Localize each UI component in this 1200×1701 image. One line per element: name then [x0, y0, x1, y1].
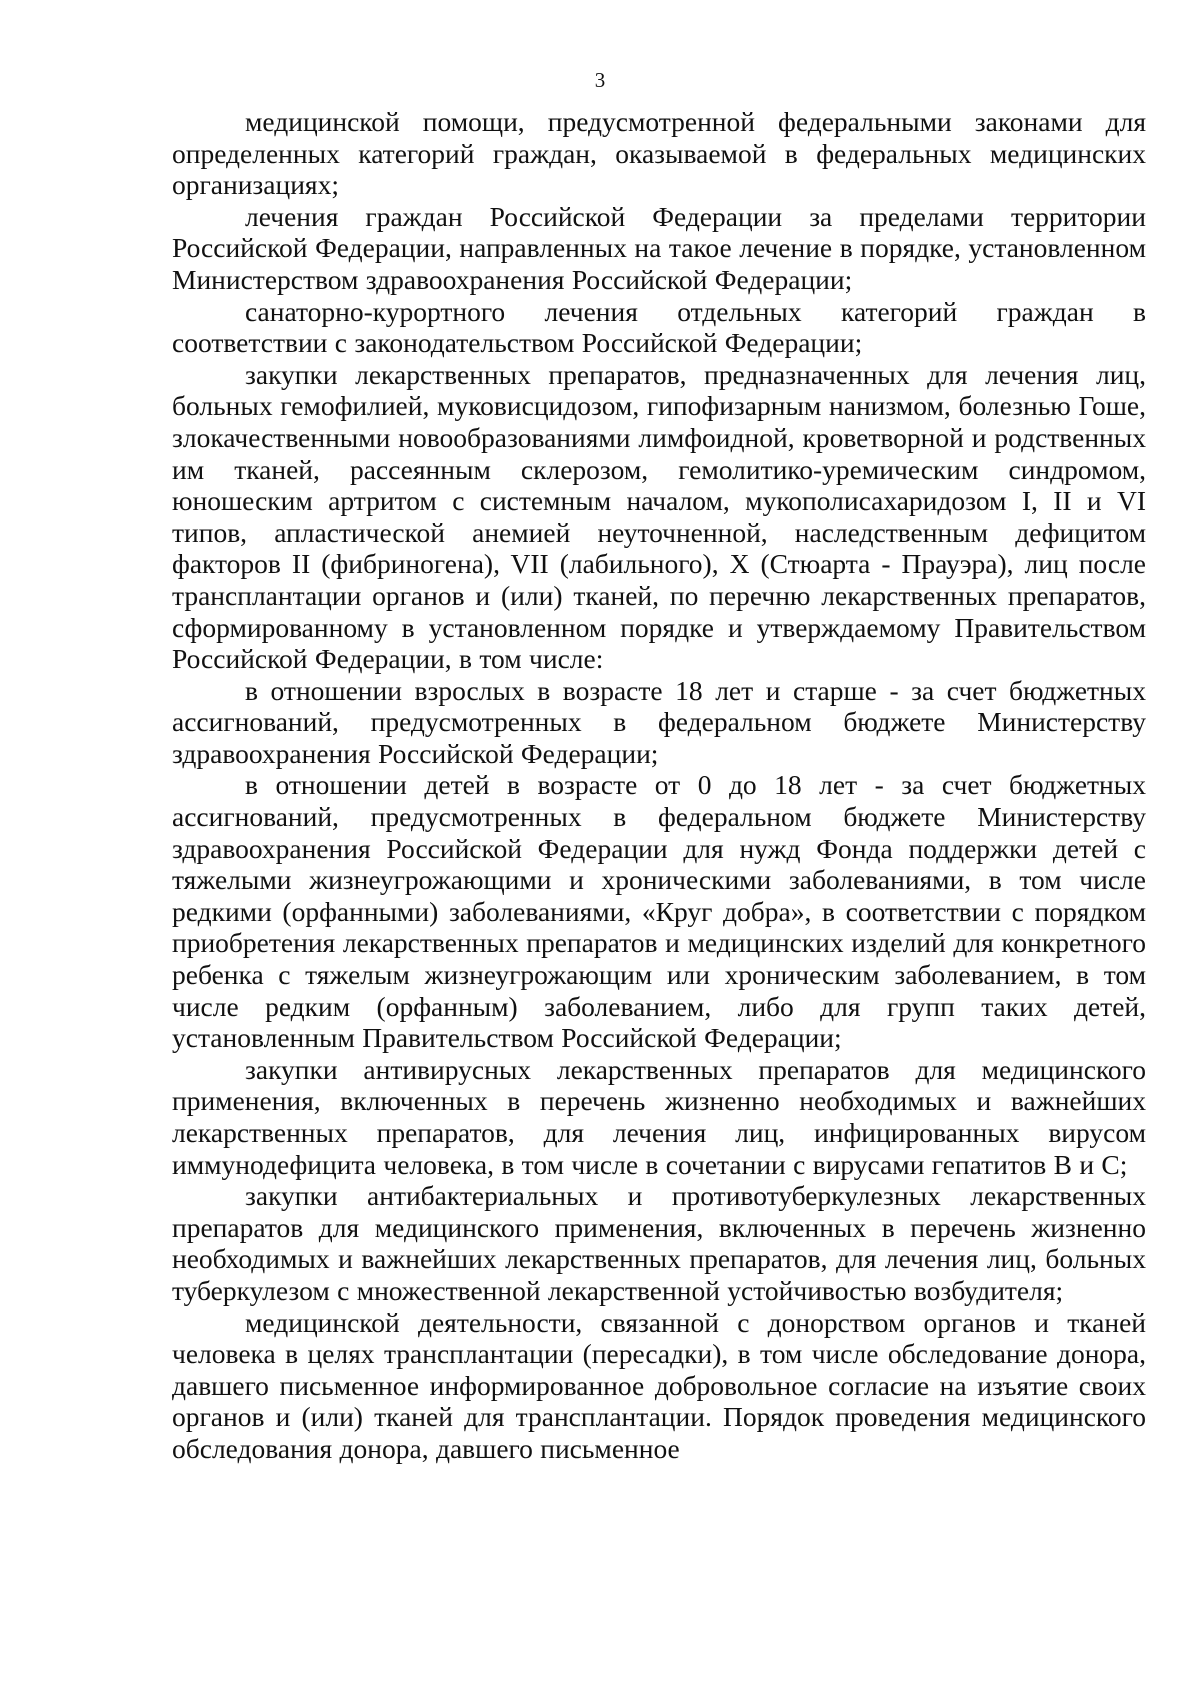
paragraph: закупки антивирусных лекарственных препаратов для медицинского применения, включенных в перечень жизненно необходимых и важнейших лекарственных препаратов, для лечения лиц, инфицированных вирусом иммунодефицита человека, в том числе в сочетании с вирусами гепатитов B и C;: [172, 1053, 1146, 1180]
paragraph: лечения граждан Российской Федерации за пределами территории Российской Федерации, направленных на такое лечение в порядке, установленном Министерством здравоохранения Российской Федерации;: [172, 200, 1146, 295]
paragraph: в отношении детей в возрасте от 0 до 18 лет - за счет бюджетных ассигнований, предусмотренных в федеральном бюджете Министерству здравоохранения Российской Федерации для нужд Фонда поддержки детей с тяжелыми жизнеугрожающими и хроническими заболеваниями, в том числе редкими (орфанными) заболеваниями, «Круг добра», в соответствии с порядком приобретения лекарственных препаратов и медицинских изделий для конкретного ребенка с тяжелым жизнеугрожающим или хроническим заболеванием, в том числе редким (орфанным) заболеванием, либо для групп таких детей, установленным Правительством Российской Федерации;: [172, 769, 1146, 1054]
paragraph: в отношении взрослых в возрасте 18 лет и старше - за счет бюджетных ассигнований, предусмотренных в федеральном бюджете Министерству здравоохранения Российской Федерации;: [172, 674, 1146, 769]
paragraph: закупки лекарственных препаратов, предназначенных для лечения лиц, больных гемофилией, муковисцидозом, гипофизарным нанизмом, болезнью Гоше, злокачественными новообразованиями лимфоидной, кроветворной и родственных им тканей, рассеянным склерозом, гемолитико-уремическим синдромом, юношеским артритом с системным началом, мукополисахаридозом I, II и VI типов, апластической анемией неуточненной, наследственным дефицитом факторов II (фибриногена), VII (лабильного), X (Стюарта - Прауэра), лиц после трансплантации органов и (или) тканей, по перечню лекарственных препаратов, сформированному в установленном порядке и утверждаемому Правительством Российской Федерации, в том числе:: [172, 358, 1146, 675]
paragraph: закупки антибактериальных и противотуберкулезных лекарственных препаратов для медицинского применения, включенных в перечень жизненно необходимых и важнейших лекарственных препаратов, для лечения лиц, больных туберкулезом с множественной лекарственной устойчивостью возбудителя;: [172, 1180, 1146, 1306]
document-body: [172, 106, 1146, 1465]
paragraph: санаторно-курортного лечения отдельных категорий граждан в соответствии с законодательством Российской Федерации;: [172, 295, 1146, 359]
paragraph: медицинской помощи, предусмотренной федеральными законами для определенных категорий граждан, оказываемой в федеральных медицинских организациях;: [172, 106, 1146, 201]
page-number: 3: [594, 68, 606, 92]
paragraph: медицинской деятельности, связанной с донорством органов и тканей человека в целях трансплантации (пересадки), в том числе обследование донора, давшего письменное информированное добровольное согласие на изъятие своих органов и (или) тканей для трансплантации. Порядок проведения медицинского обследования донора, давшего письменное: [172, 1306, 1146, 1464]
